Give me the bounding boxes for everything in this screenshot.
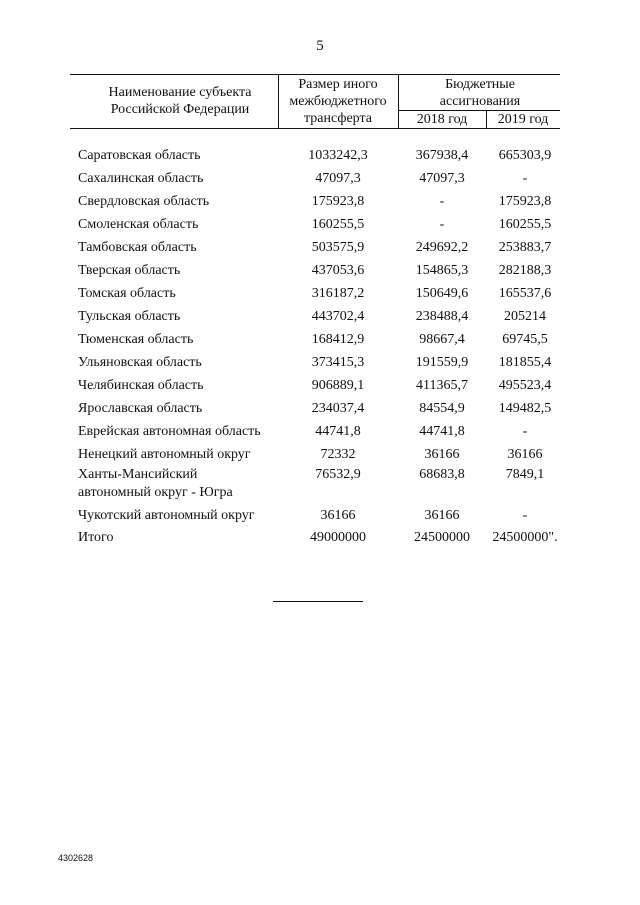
table-row [0,423,640,445]
row-2018: 411365,7 [416,378,468,393]
row-2019: 24500000". [492,530,558,545]
row-name: Смоленская область [78,217,199,232]
row-2018: 98667,4 [419,332,465,347]
row-2019: 495523,4 [498,378,552,393]
row-2019: 36166 [507,447,543,462]
row-name: Итого [78,530,114,545]
row-transfer: 76532,9 [315,467,361,482]
document-code: 4302628 [58,853,94,863]
row-2018: 191559,9 [415,355,469,370]
row-name: Тамбовская область [78,240,197,255]
row-name: Еврейская автономная область [78,424,261,439]
row-2018: 154865,3 [415,263,469,278]
header-year-2018: 2018 год [416,112,468,127]
row-name: Тверская область [78,263,181,278]
row-name: Чукотский автономный округ [78,508,255,523]
row-2019: 181855,4 [498,355,552,370]
table-row [0,216,640,238]
table-row [0,308,640,330]
row-name: Тульская область [78,309,181,324]
row-2018: 24500000 [414,530,470,545]
header-divider-1 [278,74,279,128]
page-number: 5 [316,38,324,54]
row-2018: 36166 [424,508,460,523]
row-name: Ненецкий автономный округ [78,447,251,462]
row-name: Саратовская область [78,148,201,163]
row-2019: 205214 [504,309,546,324]
row-transfer: 47097,3 [315,171,361,186]
row-name-line-1: Ханты-Мансийский [78,467,198,482]
row-transfer: 72332 [320,447,356,462]
table-row [0,147,640,169]
table-row [0,285,640,307]
header-bottom-rule [70,128,560,129]
table-row-total [0,529,640,551]
row-2019: 253883,7 [498,240,552,255]
table-row [0,400,640,422]
table-row [0,377,640,399]
row-2018: 47097,3 [419,171,465,186]
row-transfer: 1033242,3 [308,148,368,163]
row-name: Челябинская область [78,378,204,393]
row-name: Сахалинская область [78,171,204,186]
table-row [0,507,640,529]
row-name-line-2: автономный округ - Югра [78,485,233,500]
row-name: Ярославская область [78,401,203,416]
table-row [0,446,640,468]
row-2018: - [439,217,445,232]
row-2019: 149482,5 [498,401,552,416]
table-row [0,262,640,284]
table-row [0,193,640,215]
header-year-2019: 2019 год [497,112,549,127]
header-transfer: Размер иного межбюджетного трансферта [289,77,387,126]
header-budget: Бюджетные ассигнования [439,77,521,109]
row-2019: 665303,9 [498,148,552,163]
row-transfer: 175923,8 [311,194,365,209]
table-row [0,354,640,376]
row-2019: 69745,5 [502,332,548,347]
row-2018: 150649,6 [415,286,469,301]
header-top-rule [70,74,560,75]
table-row [0,239,640,261]
row-transfer: 316187,2 [311,286,365,301]
header-name: Наименование субъекта Российской Федерации [108,85,252,117]
row-transfer: 49000000 [310,530,366,545]
row-2018: - [439,194,445,209]
row-2018: 249692,2 [415,240,469,255]
row-transfer: 160255,5 [311,217,365,232]
row-transfer: 36166 [320,508,356,523]
row-transfer: 373415,3 [311,355,365,370]
row-transfer: 234037,4 [311,401,365,416]
row-transfer: 44741,8 [315,424,361,439]
row-transfer: 503575,9 [311,240,365,255]
end-of-table-rule [273,601,363,602]
row-2018: 367938,4 [415,148,469,163]
row-transfer: 437053,6 [311,263,365,278]
row-transfer: 168412,9 [311,332,365,347]
row-2019: - [522,171,528,186]
row-2019: 160255,5 [498,217,552,232]
row-name: Томская область [78,286,176,301]
row-transfer: 906889,1 [311,378,365,393]
table-row [0,170,640,192]
row-transfer: 443702,4 [311,309,365,324]
row-name: Тюменская область [78,332,194,347]
table-row [0,331,640,353]
row-2018: 84554,9 [419,401,465,416]
row-2019: 282188,3 [498,263,552,278]
row-2019: 175923,8 [498,194,552,209]
row-2019: 7849,1 [505,467,545,482]
row-2018: 36166 [424,447,460,462]
row-2018: 238488,4 [415,309,469,324]
row-name: Ульяновская область [78,355,202,370]
row-2019: 165537,6 [498,286,552,301]
row-2018: 44741,8 [419,424,465,439]
row-name: Свердловская область [78,194,210,209]
row-2019: - [522,508,528,523]
table-row [0,466,640,506]
row-2019: - [522,424,528,439]
row-2018: 68683,8 [419,467,465,482]
